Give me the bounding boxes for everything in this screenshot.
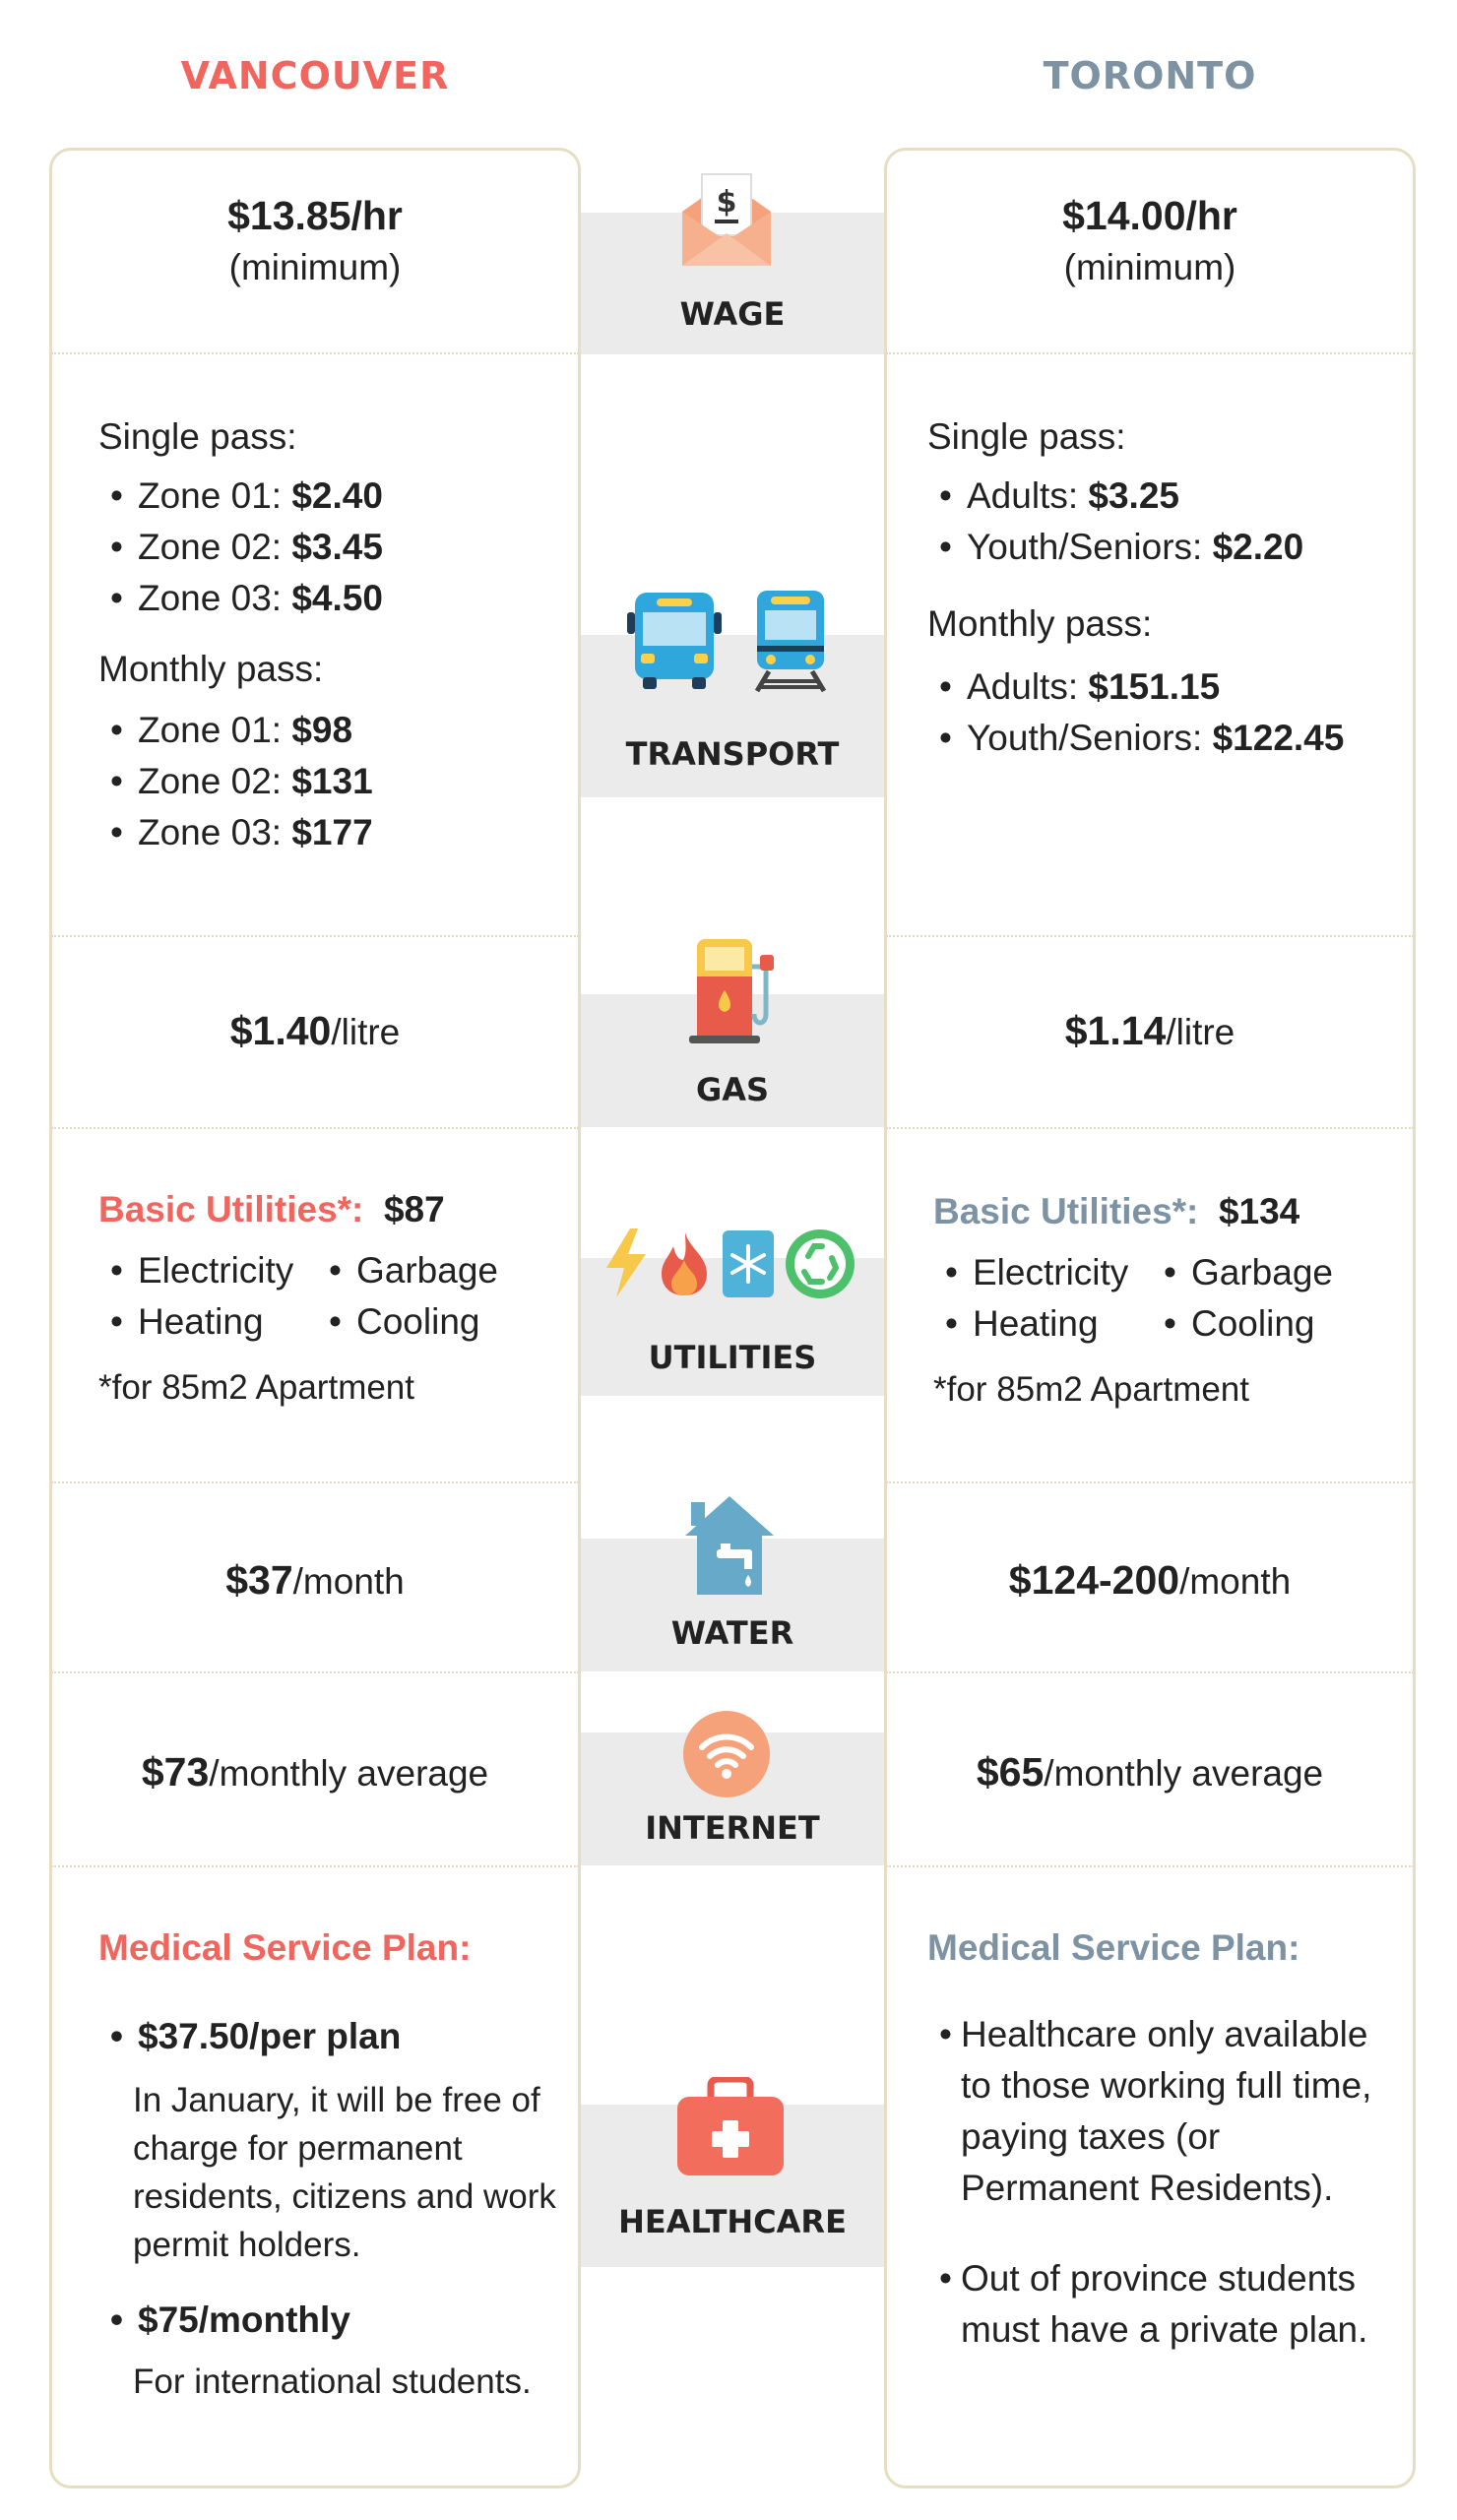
tor-health-item-1: • Healthcare only available to those working full time, paying taxes (or Permanent Residents). (927, 2009, 1390, 2214)
van-wage-sub: (minimum) (228, 247, 402, 287)
list-item: • Youth/Seniors: $122.45 (927, 713, 1439, 764)
van-internet-value: $73 (141, 1749, 210, 1795)
tor-utilities-note: *for 85m2 Apartment (933, 1370, 1249, 1410)
van-utilities-note: *for 85m2 Apartment (98, 1368, 414, 1408)
van-plan1-title: • $37.50/per plan (98, 2011, 561, 2062)
tor-monthly-pass-label: Monthly pass: (927, 603, 1153, 645)
divider (51, 935, 579, 937)
bus-icon (627, 589, 722, 691)
tor-utilities (933, 1188, 1406, 1414)
category-water: WATER (670, 1614, 794, 1652)
recycle-icon (785, 1228, 855, 1299)
list-item: • Heating (98, 1296, 317, 1348)
wifi-icon (682, 1710, 771, 1798)
van-gas-value: $1.40 (229, 1008, 332, 1053)
list-item: • Electricity (98, 1245, 317, 1296)
divider (51, 1671, 579, 1673)
divider (51, 1481, 579, 1483)
van-internet-unit: /monthly average (209, 1753, 489, 1794)
tor-transport (927, 413, 1439, 764)
category-transport: TRANSPORT (625, 735, 840, 773)
divider (886, 1671, 1414, 1673)
lightning-icon (602, 1228, 650, 1297)
van-gas (49, 1006, 581, 1056)
snowflake-icon (721, 1228, 776, 1299)
toronto-title: TORONTO (1043, 54, 1257, 97)
van-wage (49, 193, 581, 290)
flame-icon (656, 1230, 713, 1297)
tor-water-unit: /month (1179, 1561, 1292, 1602)
divider (886, 1127, 1414, 1129)
list-item: • Youth/Seniors: $2.20 (927, 522, 1439, 573)
tor-utilities-label: Basic Utilities*: (933, 1191, 1199, 1231)
category-utilities: UTILITIES (648, 1339, 817, 1376)
tor-wage (884, 193, 1416, 290)
tor-utilities-value: $134 (1218, 1191, 1300, 1231)
category-internet: INTERNET (645, 1809, 820, 1847)
list-item: • Cooling (317, 1296, 514, 1348)
tor-gas (884, 1006, 1416, 1056)
list-item: • Garbage (317, 1245, 514, 1296)
van-internet (49, 1747, 581, 1797)
list-item: • Heating (933, 1298, 1152, 1350)
list-item: • Zone 02: $131 (98, 756, 571, 807)
divider (886, 352, 1414, 354)
tor-internet-value: $65 (976, 1749, 1045, 1795)
tor-internet-unit: /monthly average (1044, 1753, 1324, 1794)
divider (886, 935, 1414, 937)
list-item: • Adults: $3.25 (927, 471, 1439, 522)
divider (886, 1481, 1414, 1483)
svg-text:$: $ (716, 185, 737, 220)
divider (51, 1865, 579, 1867)
category-gas: GAS (695, 1071, 770, 1108)
tor-wage-sub: (minimum) (1063, 247, 1236, 287)
van-utilities-value: $87 (383, 1189, 445, 1229)
tor-water-value: $124-200 (1008, 1557, 1180, 1603)
list-item: • Zone 02: $3.45 (98, 522, 571, 573)
list-item: • Adults: $151.15 (927, 662, 1439, 713)
tor-internet (884, 1747, 1416, 1797)
tor-healthcare-label: Medical Service Plan: (927, 1927, 1300, 1968)
fuel-pump-icon (687, 937, 778, 1045)
divider (51, 1127, 579, 1129)
van-utilities-label: Basic Utilities*: (98, 1189, 364, 1229)
van-healthcare (98, 1924, 561, 2406)
first-aid-kit-icon (675, 2077, 786, 2177)
list-item: • Cooling (1152, 1298, 1349, 1350)
tor-health-item-2: • Out of province students must have a private plan. (927, 2253, 1390, 2356)
list-item: • Garbage (1152, 1247, 1349, 1298)
van-plan2-title: • $75/monthly (98, 2295, 561, 2346)
vancouver-title: VANCOUVER (180, 54, 450, 97)
list-item: • Electricity (933, 1247, 1152, 1298)
van-water-unit: /month (292, 1561, 405, 1602)
van-healthcare-label: Medical Service Plan: (98, 1927, 472, 1968)
tor-healthcare (927, 1924, 1390, 2356)
van-gas-unit: /litre (331, 1012, 401, 1052)
list-item: • Zone 03: $177 (98, 807, 571, 858)
van-plan2-desc: For international students. (133, 2362, 532, 2402)
tor-gas-unit: /litre (1166, 1012, 1235, 1052)
list-item: • Zone 01: $98 (98, 705, 571, 756)
list-item: • Zone 01: $2.40 (98, 471, 571, 522)
tor-water (884, 1555, 1416, 1606)
van-wage-value: $13.85/hr (227, 193, 403, 238)
van-monthly-pass-label: Monthly pass: (98, 649, 324, 690)
list-item: • Zone 03: $4.50 (98, 573, 571, 624)
house-tap-icon (683, 1494, 776, 1597)
train-icon (751, 589, 830, 693)
category-healthcare: HEALTHCARE (618, 2203, 847, 2240)
van-transport (98, 413, 571, 858)
divider (886, 1865, 1414, 1867)
tor-single-pass-label: Single pass: (927, 416, 1126, 457)
van-water-value: $37 (225, 1557, 293, 1603)
van-water (49, 1555, 581, 1606)
tor-wage-value: $14.00/hr (1062, 193, 1237, 238)
envelope-dollar-icon (677, 172, 776, 271)
van-single-pass-label: Single pass: (98, 416, 297, 457)
van-utilities (98, 1186, 571, 1412)
tor-gas-value: $1.14 (1064, 1008, 1167, 1053)
van-plan1-desc: In January, it will be free of charge for permanent residents, citizens and work permit holders. (133, 2081, 556, 2265)
category-wage: WAGE (679, 295, 786, 333)
divider (51, 352, 579, 354)
